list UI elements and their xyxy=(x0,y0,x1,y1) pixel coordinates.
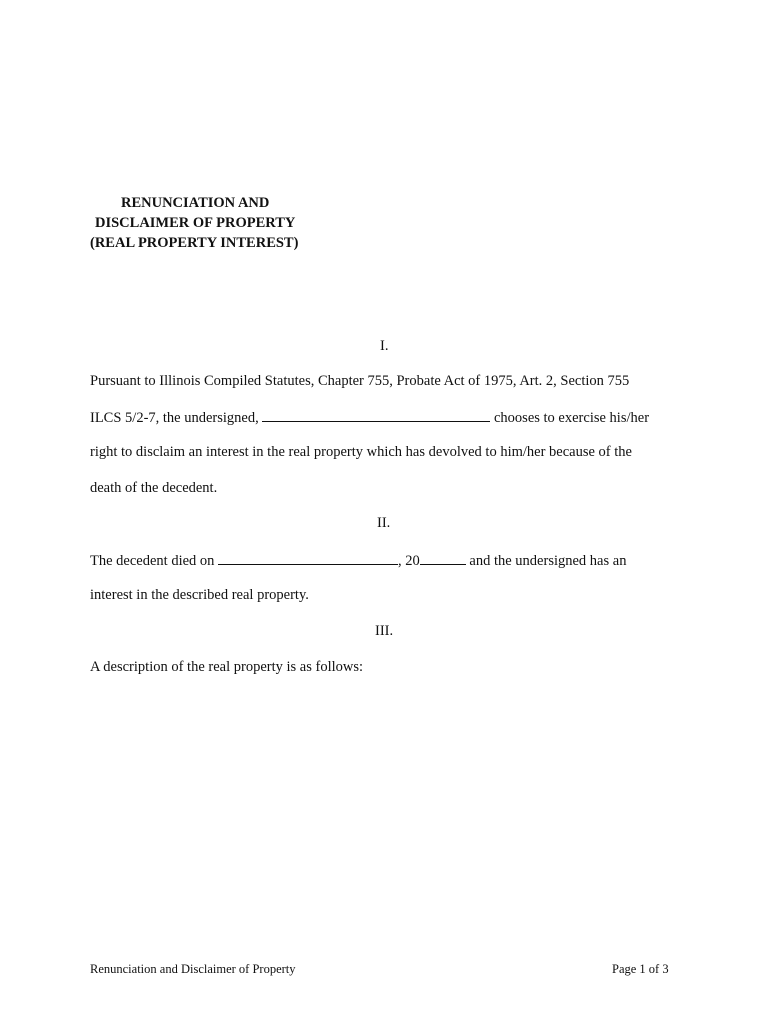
section-2-line-1 xyxy=(90,550,626,570)
section-3-line-1: A description of the real property is as follows: xyxy=(90,659,364,675)
section-2-line-2: interest in the described real property. xyxy=(90,587,309,603)
section-1-line-2-end: chooses to exercise his/her xyxy=(490,410,650,426)
section-1-line-1: Pursuant to Illinois Compiled Statutes, Chapter 755, Probate Act of 1975, Art. 2, Section 755 xyxy=(90,373,630,389)
section-2-number: II. xyxy=(377,515,391,531)
section-2-year-prefix: , 20 xyxy=(398,553,420,569)
section-1-line-2-start: ILCS 5/2-7, the undersigned, xyxy=(90,410,263,426)
section-1-line-3: right to disclaim an interest in the real property which has devolved to him/her because of the xyxy=(90,444,632,460)
section-2-line-1-start: The decedent died on xyxy=(90,553,219,569)
title-line-2: DISCLAIMER OF PROPERTY xyxy=(95,215,296,231)
document-title xyxy=(90,193,298,253)
section-1-number: I. xyxy=(380,338,389,354)
section-1-line-2 xyxy=(90,407,649,427)
death-date-field[interactable] xyxy=(218,550,398,565)
footer-page-number: Page 1 of 3 xyxy=(612,962,669,976)
section-3-number: III. xyxy=(375,623,394,639)
section-1-line-4: death of the decedent. xyxy=(90,480,218,496)
title-line-3: (REAL PROPERTY INTEREST) xyxy=(90,235,299,251)
title-line-1: RENUNCIATION AND xyxy=(121,195,270,211)
footer-document-name: Renunciation and Disclaimer of Property xyxy=(90,962,296,976)
undersigned-name-field[interactable] xyxy=(262,407,490,422)
death-year-field[interactable] xyxy=(420,550,466,565)
section-2-line-1-end: and the undersigned has an xyxy=(465,553,627,569)
